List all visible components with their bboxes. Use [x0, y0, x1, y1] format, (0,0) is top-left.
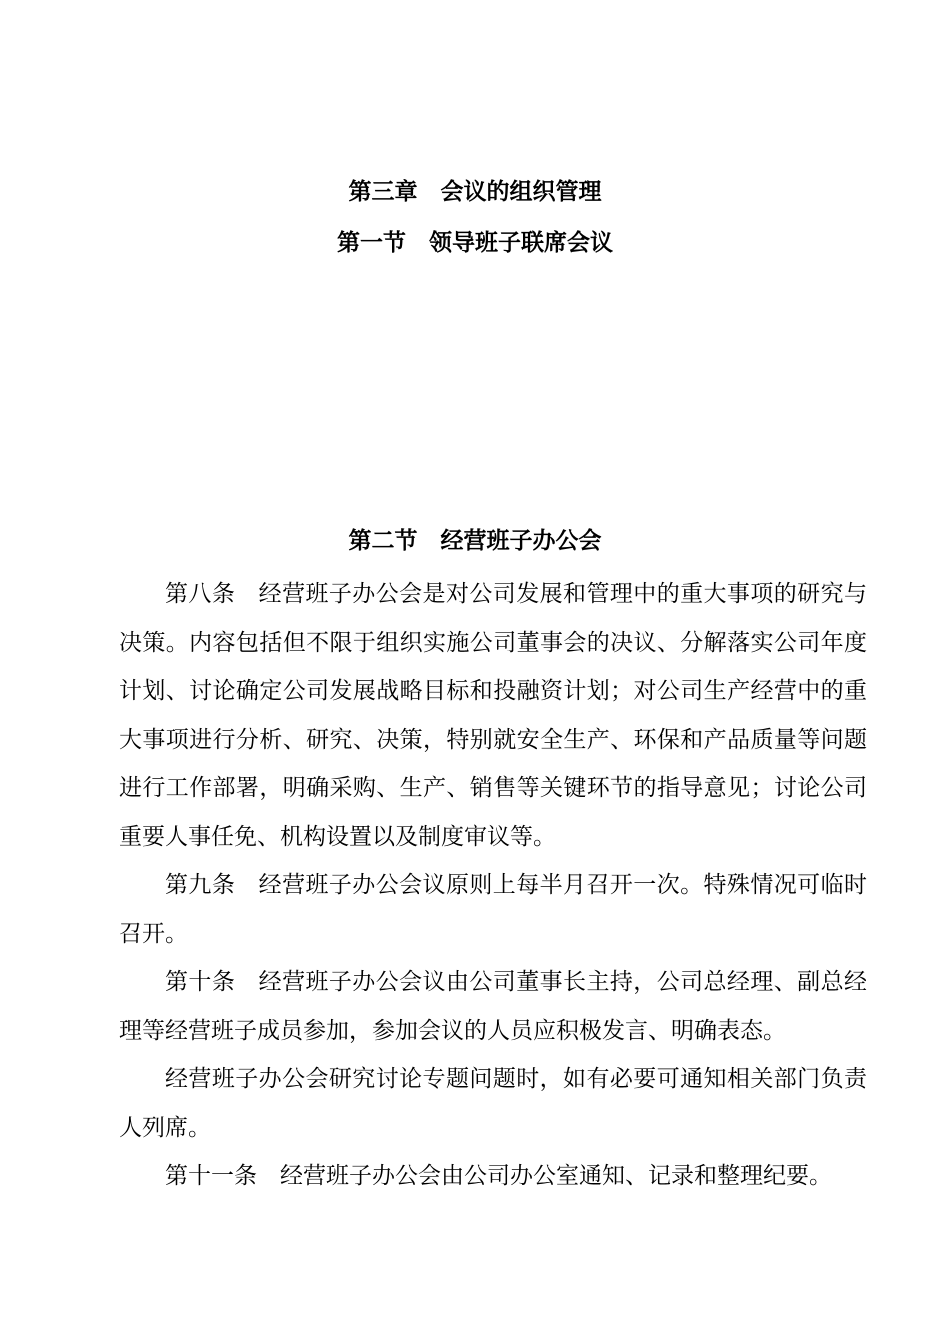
- article-10: 第十条 经营班子办公会议由公司董事长主持，公司总经理、副总经理等经营班子成员参加，参加会议的人员应积极发言、明确表态。: [119, 969, 867, 1044]
- article-9: 第九条 经营班子办公会议原则上每半月召开一次。特殊情况可临时召开。: [119, 872, 867, 947]
- body-text: [119, 570, 867, 1201]
- article-8: 第八条 经营班子办公会是对公司发展和管理中的重大事项的研究与决策。内容包括但不限于组织实施公司董事会的决议、分解落实公司年度计划、讨论确定公司发展战略目标和投融资计划；对公司生产经营中的重大事项进行分析、研究、决策，特别就安全生产、环保和产品质量等问题进行工作部署，明确采购、生产、销售等关键环节的指导意见；讨论公司重要人事任免、机构设置以及制度审议等。: [119, 581, 867, 850]
- chapter-heading: 第三章 会议的组织管理: [348, 178, 602, 205]
- article-11: 第十一条 经营班子办公会由公司办公室通知、记录和整理纪要。: [165, 1163, 832, 1189]
- section-heading-2: 第二节 经营班子办公会: [348, 527, 602, 554]
- section-heading-1: 第一节 领导班子联席会议: [337, 229, 613, 256]
- article-10-note: 经营班子办公会研究讨论专题问题时，如有必要可通知相关部门负责人列席。: [119, 1066, 867, 1141]
